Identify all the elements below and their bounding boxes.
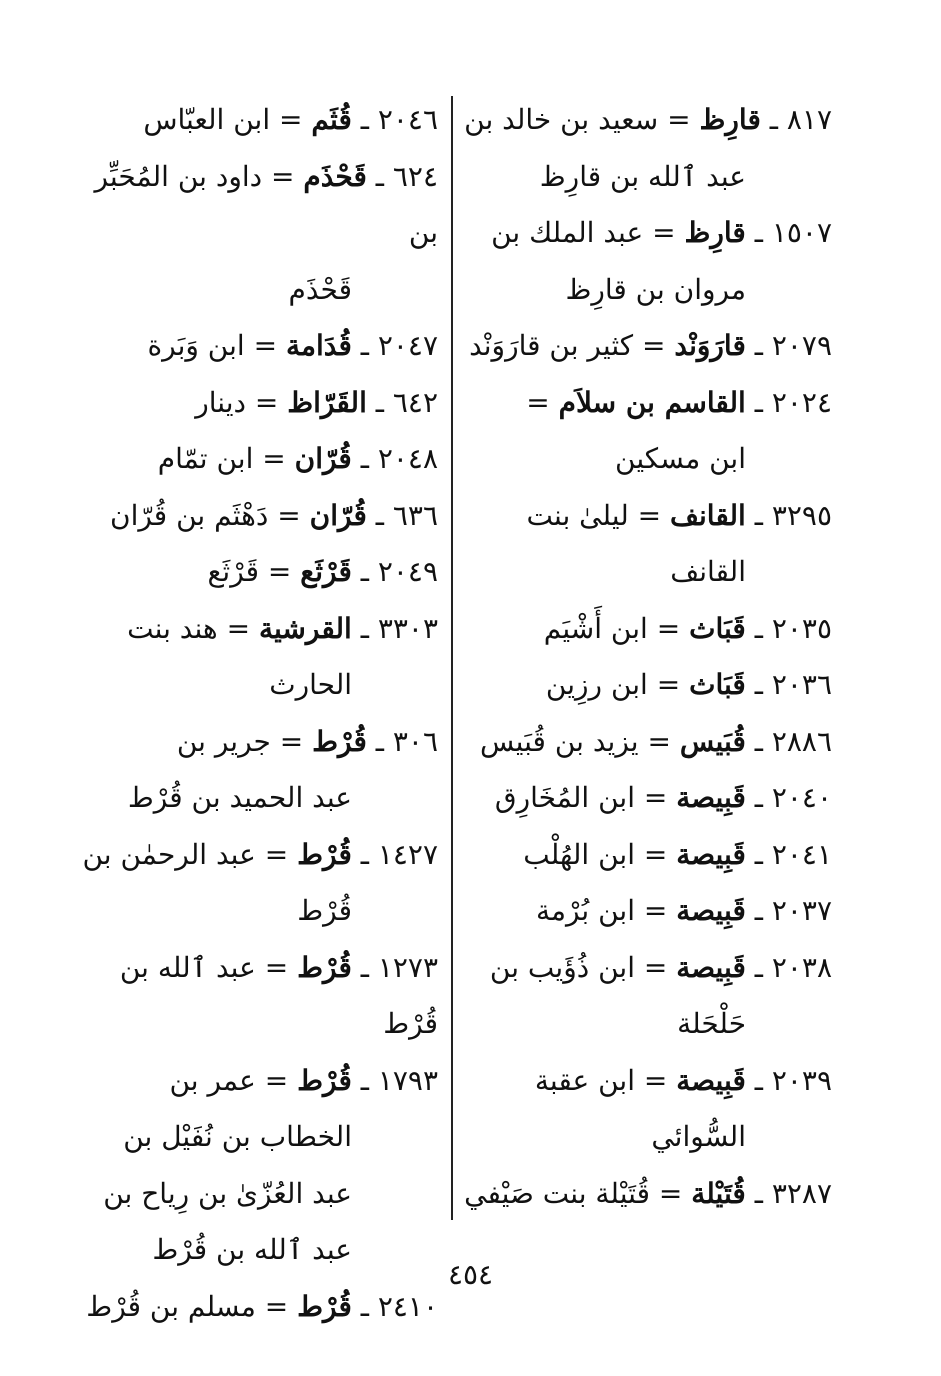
entry-text: دَهْثَم بن قُرّان	[110, 498, 269, 532]
index-entry: ٢٠٤٠ ـ قَبِيصة = ابن المُخَارِق	[494, 781, 832, 814]
entry-continuation: عبد الحميد بن قُرْط	[127, 781, 352, 814]
entry-headword: قُتَيْلة	[691, 1176, 746, 1210]
index-entry: ٢٠٤٨ ـ قُرّان = ابن تمّام	[157, 442, 438, 475]
index-entry: ٦٢٤ ـ قَحْذَم = داود بن المُحَبِّر بن قَحْذَم	[68, 149, 438, 319]
index-entry: ٢٤١٠ ـ قُرْط = مسلم بن قُرْط	[86, 1289, 438, 1323]
right-column	[460, 92, 832, 1222]
entry-number: ٢٠٣٦	[771, 668, 832, 701]
entry-text: ابن بُرْمة	[535, 894, 635, 927]
entry-number: ٦٤٢	[392, 385, 438, 419]
index-entry: ٨١٧ ـ قارِظ = سعيد بن خالد بن عبد ٱلله بن قارِظ	[460, 92, 832, 205]
entry-text: يزيد بن قُبَيس	[479, 724, 639, 758]
entry-text: هند بنت	[127, 611, 218, 645]
entry-number: ٢٠٤٦	[377, 103, 438, 136]
left-column	[68, 92, 438, 1335]
entry-headword: القانف	[670, 498, 746, 532]
entry-text: ابن ذُؤَيب بن	[489, 950, 635, 984]
entry-number: ٢٠٣٥	[771, 611, 832, 645]
index-entry: ٢٠٤٦ ـ قُثَم = ابن العبّاس	[143, 103, 438, 136]
entry-text: عبد الرحمٰن بن	[82, 837, 256, 871]
entry-text: دينار	[195, 385, 246, 419]
entry-number: ٦٣٦	[392, 498, 438, 532]
entry-number: ٢٤١٠	[377, 1289, 438, 1323]
entry-headword: قَبِيصة	[676, 1063, 746, 1097]
entry-continuation: قُرْط	[297, 894, 352, 927]
entry-text: داود بن المُحَبِّر بن	[94, 159, 438, 249]
entry-continuation: حَلْحَلة	[677, 1007, 746, 1040]
entry-continuation: قَحْذَم	[288, 272, 352, 306]
entry-continuation: ابن مسكين	[615, 442, 746, 475]
entry-text: قَرْثَع	[207, 555, 260, 588]
entry-headword: قُرْط	[297, 837, 352, 871]
entry-headword: قارَوَنْد	[674, 329, 746, 362]
entry-number: ٦٢٤	[392, 159, 438, 193]
entry-headword: قُرْط	[312, 724, 367, 758]
entry-headword: قُرّان	[294, 442, 352, 475]
index-entry: ٢٠٤٧ ـ قُدَامة = ابن وَبَرة	[147, 329, 438, 362]
entry-text: ابن المُخَارِق	[494, 781, 635, 814]
entry-text: ليلىٰ بنت	[526, 498, 629, 532]
index-entry: ٢٠٢٤ ـ القاسم بن سلاَم = ابن مسكين	[460, 375, 832, 488]
index-entry: ٢٠٤١ ـ قَبِيصة = ابن الهُلْب	[523, 837, 832, 871]
entry-number: ١٥٠٧	[771, 216, 832, 249]
column-divider	[451, 96, 453, 1220]
index-entry: ٦٤٢ ـ القَرّاظ = دينار	[195, 385, 438, 419]
index-entry: ٢٠٣٦ ـ قَبَاث = ابن رزِين	[545, 668, 832, 701]
entry-headword: قارِظ	[699, 103, 761, 136]
entry-headword: قَبِيصة	[676, 894, 746, 927]
index-entry: ٢٠٣٧ ـ قَبِيصة = ابن بُرْمة	[535, 894, 832, 927]
entry-text: جرير بن	[176, 724, 271, 758]
entry-continuation: عبد العُزّىٰ بن رِياح بن	[103, 1176, 352, 1210]
index-entry: ١٥٠٧ ـ قارِظ = عبد الملك بن مروان بن قارِظ	[460, 205, 832, 318]
entry-number: ٣٢٨٧	[771, 1176, 832, 1210]
entry-text: ابن تمّام	[157, 442, 254, 475]
entry-headword: قَرْثَع	[300, 555, 352, 588]
index-entry: ٢٠٣٩ ـ قَبِيصة = ابن عقبة السُّوائي	[460, 1053, 832, 1166]
entry-headword: قَبَاث	[689, 611, 746, 645]
entry-continuation: القانف	[670, 555, 746, 588]
entry-text: قُتَيْلة بنت صَيْفي	[464, 1176, 650, 1210]
entry-headword: قُدَامة	[285, 329, 352, 362]
index-entry: ٢٠٤٩ ـ قَرْثَع = قَرْثَع	[207, 555, 438, 588]
entry-headword: قُرّان	[309, 498, 367, 532]
entry-number: ٢٠٤٨	[377, 442, 438, 475]
entry-text: ابن عقبة	[534, 1063, 635, 1097]
index-entry: ٣٣٠٣ ـ القرشية = هند بنت الحارث	[68, 601, 438, 714]
entry-headword: القرشية	[258, 611, 352, 645]
entry-headword: قُرْط	[297, 1063, 352, 1097]
index-entry: ٢٠٣٥ ـ قَبَاث = ابن أَشْيَم	[543, 611, 832, 645]
index-entry: ٢٠٣٨ ـ قَبِيصة = ابن ذُؤَيب بن حَلْحَلة	[460, 940, 832, 1053]
entry-text: عبد الملك بن	[491, 216, 644, 249]
entry-number: ٢٠٣٩	[771, 1063, 832, 1097]
entry-number: ٣٣٠٣	[377, 611, 438, 645]
entry-number: ٢٠٧٩	[771, 329, 832, 362]
entry-text: ابن العبّاس	[143, 103, 271, 136]
entry-continuation: السُّوائي	[651, 1120, 746, 1153]
index-entry: ١٤٢٧ ـ قُرْط = عبد الرحمٰن بن قُرْط	[68, 827, 438, 940]
entry-headword: قَبَاث	[689, 668, 746, 701]
entry-headword: قَبِيصة	[676, 837, 746, 871]
index-entry: ٣٠٦ ـ قُرْط = جرير بن عبد الحميد بن قُرْط	[68, 714, 438, 827]
entry-number: ٢٠٣٨	[771, 950, 832, 984]
index-entry: ١٢٧٣ ـ قُرْط = عبد ٱلله بن قُرْط	[119, 950, 438, 1040]
entry-headword: قَحْذَم	[303, 159, 367, 193]
entry-number: ٨١٧	[786, 103, 832, 136]
entry-text: ابن رزِين	[545, 668, 648, 701]
entry-text: ابن الهُلْب	[523, 837, 635, 871]
entry-number: ٢٠٤٠	[771, 781, 832, 814]
entry-headword: قُبَيس	[679, 724, 746, 758]
entry-number: ١٧٩٣	[377, 1063, 438, 1097]
entry-text: عمر بن	[169, 1063, 256, 1097]
entry-text: مسلم بن قُرْط	[86, 1289, 256, 1323]
entry-headword: قَبِيصة	[676, 781, 746, 814]
entry-continuation: الخطاب بن نُفَيْل بن	[123, 1120, 352, 1153]
entry-continuation: الحارث	[269, 668, 352, 701]
entry-text: سعيد بن خالد بن	[464, 103, 659, 136]
entry-number: ٢٠٤٧	[377, 329, 438, 362]
entry-continuation: عبد ٱلله بن قارِظ	[539, 159, 746, 193]
index-entry: ١٧٩٣ ـ قُرْط = عمر بن الخطاب بن نُفَيْل بن عبد العُزّىٰ بن رِياح بن عبد ٱلله بن قُرْط	[68, 1053, 438, 1279]
entry-headword: قَبِيصة	[676, 950, 746, 984]
entry-text: ابن وَبَرة	[147, 329, 245, 362]
index-entry: ٣٢٨٧ ـ قُتَيْلة = قُتَيْلة بنت صَيْفي	[464, 1176, 832, 1210]
entry-number: ٣٢٩٥	[771, 498, 832, 532]
entry-headword: قُرْط	[297, 950, 352, 984]
entry-number: ٢٨٨٦	[771, 724, 832, 758]
entry-number: ٢٠٣٧	[771, 894, 832, 927]
entry-number: ٢٠٤٩	[377, 555, 438, 588]
entry-headword: قُرْط	[297, 1289, 352, 1323]
index-entry: ٢٠٧٩ ـ قارَوَنْد = كثير بن قارَوَنْد	[469, 329, 832, 362]
entry-continuation: مروان بن قارِظ	[565, 272, 746, 306]
index-entry: ٦٣٦ ـ قُرّان = دَهْثَم بن قُرّان	[110, 498, 438, 532]
entry-number: ١٤٢٧	[377, 837, 438, 871]
entry-continuation: عبد ٱلله بن قُرْط	[152, 1233, 352, 1266]
entry-headword: قارِظ	[684, 216, 746, 249]
entry-number: ١٢٧٣	[377, 950, 438, 984]
entry-number: ٣٠٦	[392, 724, 438, 758]
entry-text: ابن أَشْيَم	[543, 611, 648, 645]
page-number: ٤٥٤	[447, 1258, 494, 1291]
entry-headword: قُثَم	[311, 103, 352, 136]
entry-headword: القاسم بن سلاَم	[558, 385, 746, 419]
entry-number: ٢٠٢٤	[771, 385, 832, 419]
entry-number: ٢٠٤١	[771, 837, 832, 871]
entry-headword: القَرّاظ	[287, 385, 367, 419]
entry-text: عبد ٱلله بن قُرْط	[119, 950, 438, 1040]
entry-text: كثير بن قارَوَنْد	[469, 329, 634, 362]
index-entry: ٣٢٩٥ ـ القانف = ليلىٰ بنت القانف	[460, 488, 832, 601]
index-entry: ٢٨٨٦ ـ قُبَيس = يزيد بن قُبَيس	[479, 724, 832, 758]
